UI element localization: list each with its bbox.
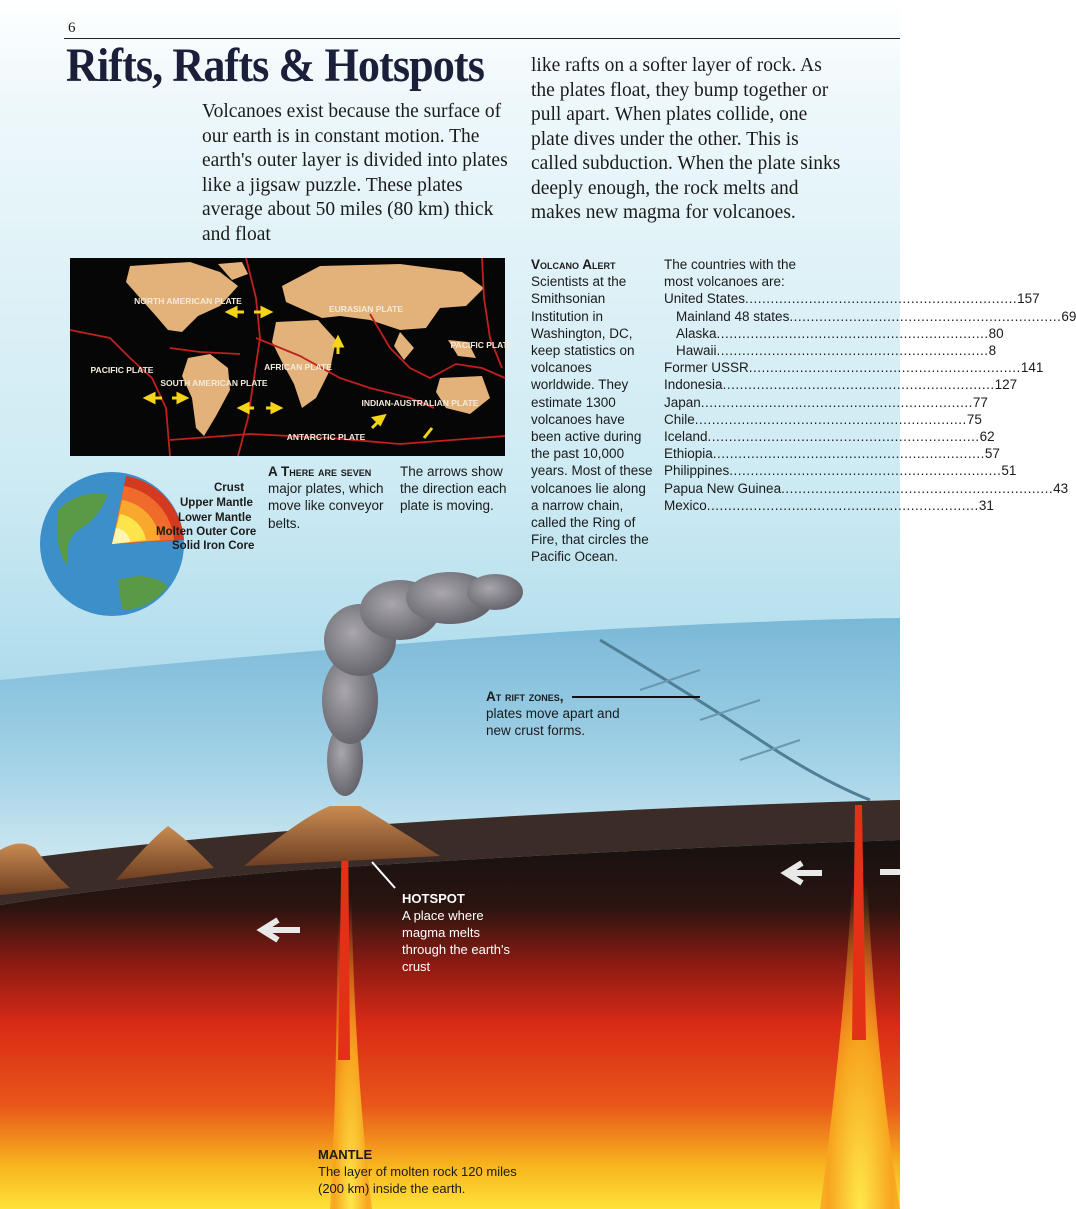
hotspot-text: A place where magma melts through the earth's crust — [402, 908, 510, 974]
mantle-heading: MANTLE — [318, 1147, 373, 1162]
plate-label: ANTARCTIC PLATE — [286, 432, 366, 442]
list-item: United States ..... 157 — [664, 290, 814, 307]
crust-label: Crust — [214, 482, 245, 494]
rift-zone-callout — [486, 688, 626, 740]
list-item: Philippines ..... 51 — [664, 462, 814, 479]
rift-zone-text: plates move apart and new crust forms. — [486, 706, 620, 739]
countries-volcano-list — [664, 256, 1076, 514]
list-item: Mainland 48 states ..... 69 — [664, 308, 814, 325]
list-item: Former USSR ..... 141 — [664, 359, 814, 376]
plate-label: PACIFIC PLATE — [450, 340, 514, 350]
plate-label: EURASIAN PLATE — [329, 304, 403, 314]
intro-paragraph-right: like rafts on a softer layer of rock. As the plates float, they bump together or pull apart. When plates collide, one plate dives under the other. This is called subduction. When the plate sinks deeply enough, the rock melts and makes new magma for volcanoes. — [531, 55, 841, 223]
map-caption-lead: A There are seven — [268, 464, 372, 479]
tectonic-plates-map — [70, 258, 514, 456]
list-item: Alaska ..... 80 — [664, 325, 814, 342]
plate-label: SOUTH AMERICAN PLATE — [160, 378, 268, 388]
upper-mantle-label: Upper Mantle — [180, 497, 253, 509]
list-item: Indonesia ..... 127 — [664, 376, 814, 393]
hotspot-callout — [402, 890, 512, 975]
plate-label: INDIAN-AUSTRALIAN PLATE — [361, 398, 479, 408]
hotspot-heading: HOTSPOT — [402, 891, 465, 906]
list-item: Hawaii ..... 8 — [664, 342, 814, 359]
earth-layers-diagram — [38, 470, 257, 620]
list-item: Japan ..... 77 — [664, 394, 814, 411]
list-item: Ethiopia ..... 57 — [664, 445, 814, 462]
plate-label: NORTH AMERICAN PLATE — [134, 296, 242, 306]
list-item: Iceland ..... 62 — [664, 428, 814, 445]
volcano-alert-heading: Volcano Alert — [531, 257, 616, 272]
map-caption-text: major plates, which move like conveyor belts. — [268, 481, 384, 531]
mantle-callout — [318, 1146, 538, 1197]
volcano-alert-box — [531, 256, 656, 566]
intro-paragraph-left: Volcanoes exist because the surface of our earth is in constant motion. The earth's outer layer is divided into plates like a jigsaw puzzle. These plates average about 50 miles (80 km) thick and float — [202, 101, 508, 245]
page-number: 6 — [68, 20, 76, 36]
list-item: Papua New Guinea ..... 43 — [664, 480, 814, 497]
volcano-alert-text: Scientists at the Smithsonian Institution in Washington, DC, keep statistics on volcanoes worldwide. They estimate 1300 volcanoes have been active during the past 10,000 years. Most of these volcanoes lie along a narrow chain, called the Ring of Fire, that circles the Pacific Ocean. — [531, 274, 653, 565]
lower-mantle-label: Lower Mantle — [178, 512, 252, 524]
map-caption-plates — [268, 463, 388, 532]
plate-label: AFRICAN PLATE — [264, 362, 332, 372]
rift-zone-heading: At rift zones, — [486, 689, 564, 704]
page-title: Rifts, Rafts & Hotspots — [66, 39, 484, 92]
list-item: Chile ..... 75 — [664, 411, 814, 428]
outer-core-label: Molten Outer Core — [156, 526, 257, 538]
plate-label: PACIFIC PLATE — [90, 365, 154, 375]
mantle-text: The layer of molten rock 120 miles (200 km) inside the earth. — [318, 1164, 517, 1196]
list-item: Mexico ..... 31 — [664, 497, 814, 514]
inner-core-label: Solid Iron Core — [172, 540, 255, 552]
map-caption-arrows: The arrows show the direction each plate is moving. — [400, 464, 507, 514]
countries-intro: The countries with the most volcanoes are: — [664, 257, 797, 290]
